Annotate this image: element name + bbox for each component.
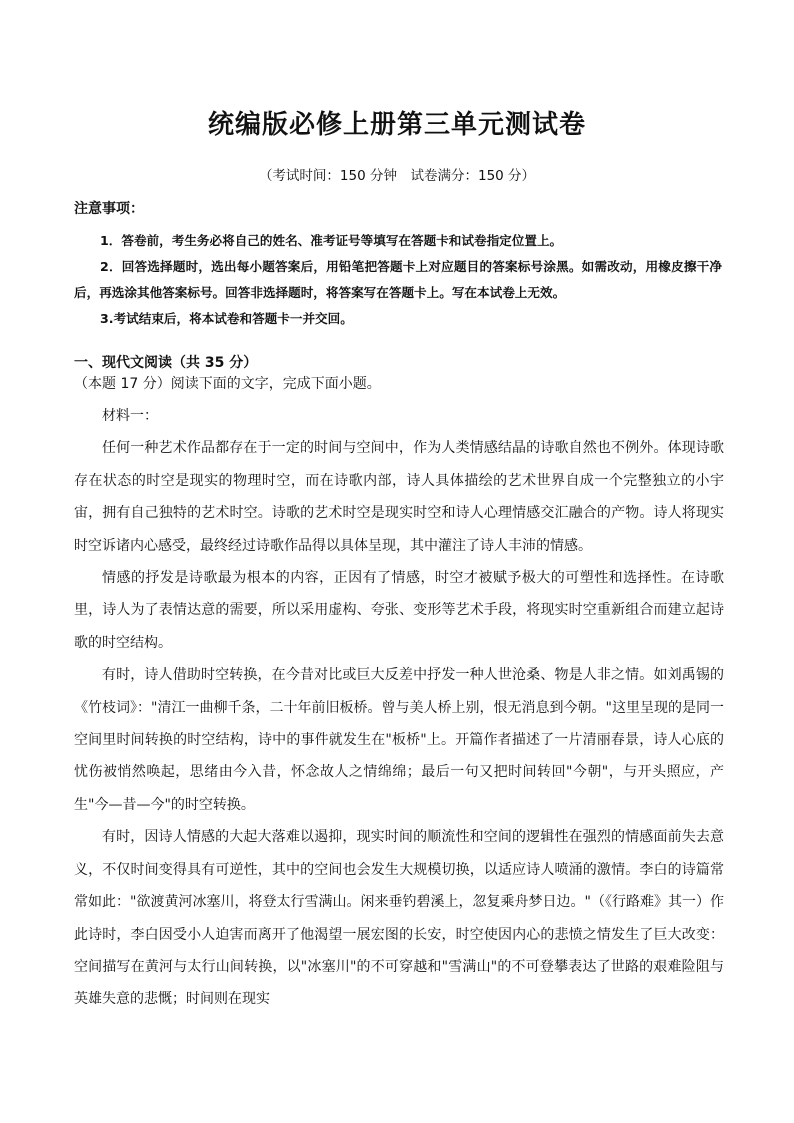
notice-item: 2．回答选择题时，选出每小题答案后，用铅笔把答题卡上对应题目的答案标号涂黑。如需改动，用橡皮擦干净后，再选涂其他答案标号。回答非选择题时，将答案写在答题卡上。写在本试卷上无效。 [74,259,722,300]
passage-paragraph: 有时，因诗人情感的大起大落难以遏抑，现实时间的顺流性和空间的逻辑性在强烈的情感面前失去意义，不仅时间变得具有可逆性，其中的空间也会发生大规模切换，以适应诗人喷涌的激情。李白的诗篇常常如此："欲渡黄河冰塞川，将登太行雪满山。闲来垂钓碧溪上，忽复乘舟梦日边。"（《行路难》其一）作此诗时，李白因受小人迫害而离开了他渴望一展宏图的长安，时空使因内心的悲愤之情发生了巨大改变：空间描写在黄河与太行山间转换，以"冰塞川"的不可穿越和"雪满山"的不可登攀表达了世路的艰难险阻与英雄失意的悲慨；时间则在现实 [74,829,724,1008]
section-heading: 一、现代文阅读（共 35 分） [74,355,258,371]
reading-passage [74,400,724,1016]
material-label: 材料一： [102,408,158,424]
passage-paragraph: 任何一种艺术作品都存在于一定的时间与空间中，作为人类情感结晶的诗歌自然也不例外。体现诗歌存在状态的时空是现实的物理时空，而在诗歌内部，诗人具体描绘的艺术世界自成一个完整独立的小宇宙，拥有自己独特的艺术时空。诗歌的艺术时空是现实时空和诗人心理情感交汇融合的产物。诗人将现实时空诉诸内心感受，最终经过诗歌作品得以具体呈现，其中灌注了诗人丰沛的情感。 [74,440,724,554]
notice-list [74,228,722,332]
passage-paragraph: 情感的抒发是诗歌最为根本的内容，正因有了情感，时空才被赋予极大的可塑性和选择性。在诗歌里，诗人为了表情达意的需要，所以采用虚构、夸张、变形等艺术手段，将现实时空重新组合而建立起诗歌的时空结构。 [74,570,724,651]
notice-heading: 注意事项： [74,201,144,217]
section-intro: （本题 17 分）阅读下面的文字，完成下面小题。 [74,376,381,392]
notice-item: 3.考试结束后，将本试卷和答题卡一并交回。 [100,311,353,326]
page-title: 统编版必修上册第三单元测试卷 [207,110,586,140]
passage-paragraph: 有时，诗人借助时空转换，在今昔对比或巨大反差中抒发一种人世沧桑、物是人非之情。如刘禹锡的《竹枝词》："清江一曲柳千条，二十年前旧板桥。曾与美人桥上别，恨无消息到今朝。"这里呈现的是同一空间里时间转换的时空结构，诗中的事件就发生在"板桥"上。开篇作者描述了一片清丽春景，诗人心底的忧伤被悄然唤起，思绪由今入昔，怀念故人之情绵绵；最后一句又把时间转回"今朝"，与开头照应，产生"今—昔—今"的时空转换。 [74,667,724,813]
notice-item: 1．答卷前，考生务必将自己的姓名、准考证号等填写在答题卡和试卷指定位置上。 [100,233,563,248]
exam-info: （考试时间：150 分钟 试卷满分：150 分） [258,168,536,184]
